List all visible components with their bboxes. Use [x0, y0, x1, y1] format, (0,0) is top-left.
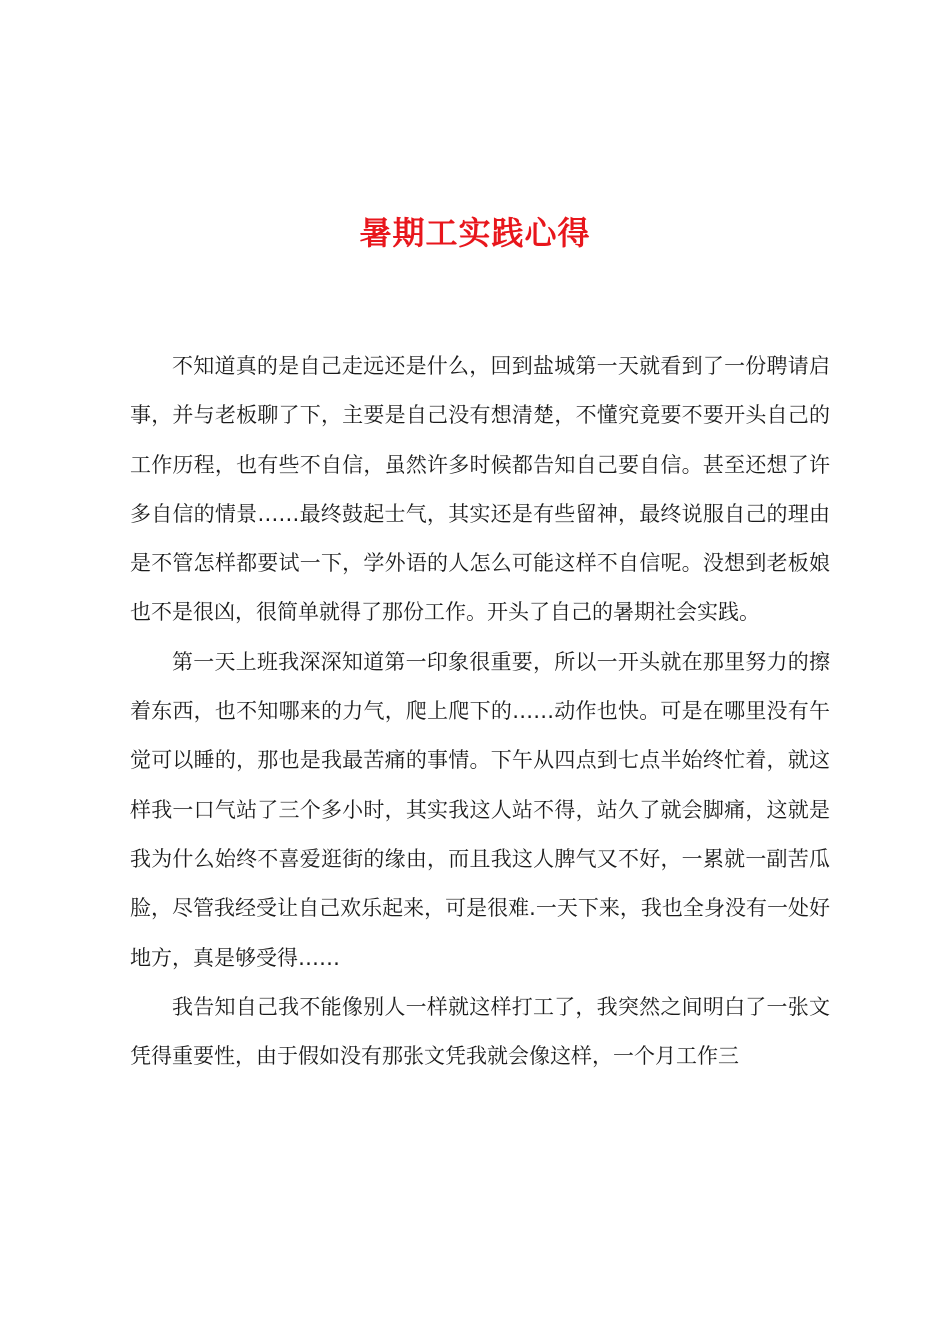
document-body [130, 342, 830, 1081]
paragraph-2: 第一天上班我深深知道第一印象很重要，所以一开头就在那里努力的擦着东西，也不知哪来的力气，爬上爬下的……动作也快。可是在哪里没有午觉可以睡的，那也是我最苦痛的事情。下午从四点到七点半始终忙着，就这样我一口气站了三个多小时，其实我这人站不得，站久了就会脚痛，这就是我为什么始终不喜爱逛街的缘由，而且我这人脾气又不好，一累就一副苦瓜脸，尽管我经受让自己欢乐起来，可是很难.一天下来，我也全身没有一处好地方，真是够受得…… [130, 649, 830, 970]
paragraph-1: 不知道真的是自己走远还是什么，回到盐城第一天就看到了一份聘请启事，并与老板聊了下，主要是自己没有想清楚，不懂究竟要不要开头自己的工作历程，也有些不自信，虽然许多时候都告知自己要自信。甚至还想了许多自信的情景……最终鼓起士气，其实还是有些留神，最终说服自己的理由是不管怎样都要试一下，学外语的人怎么可能这样不自信呢。没想到老板娘也不是很凶，很简单就得了那份工作。开头了自己的暑期社会实践。 [130, 354, 830, 625]
document-title: 暑期工实践心得 [359, 214, 591, 252]
paragraph-3: 我告知自己我不能像别人一样就这样打工了，我突然之间明白了一张文凭得重要性，由于假如没有那张文凭我就会像这样，一个月工作三 [130, 994, 830, 1069]
